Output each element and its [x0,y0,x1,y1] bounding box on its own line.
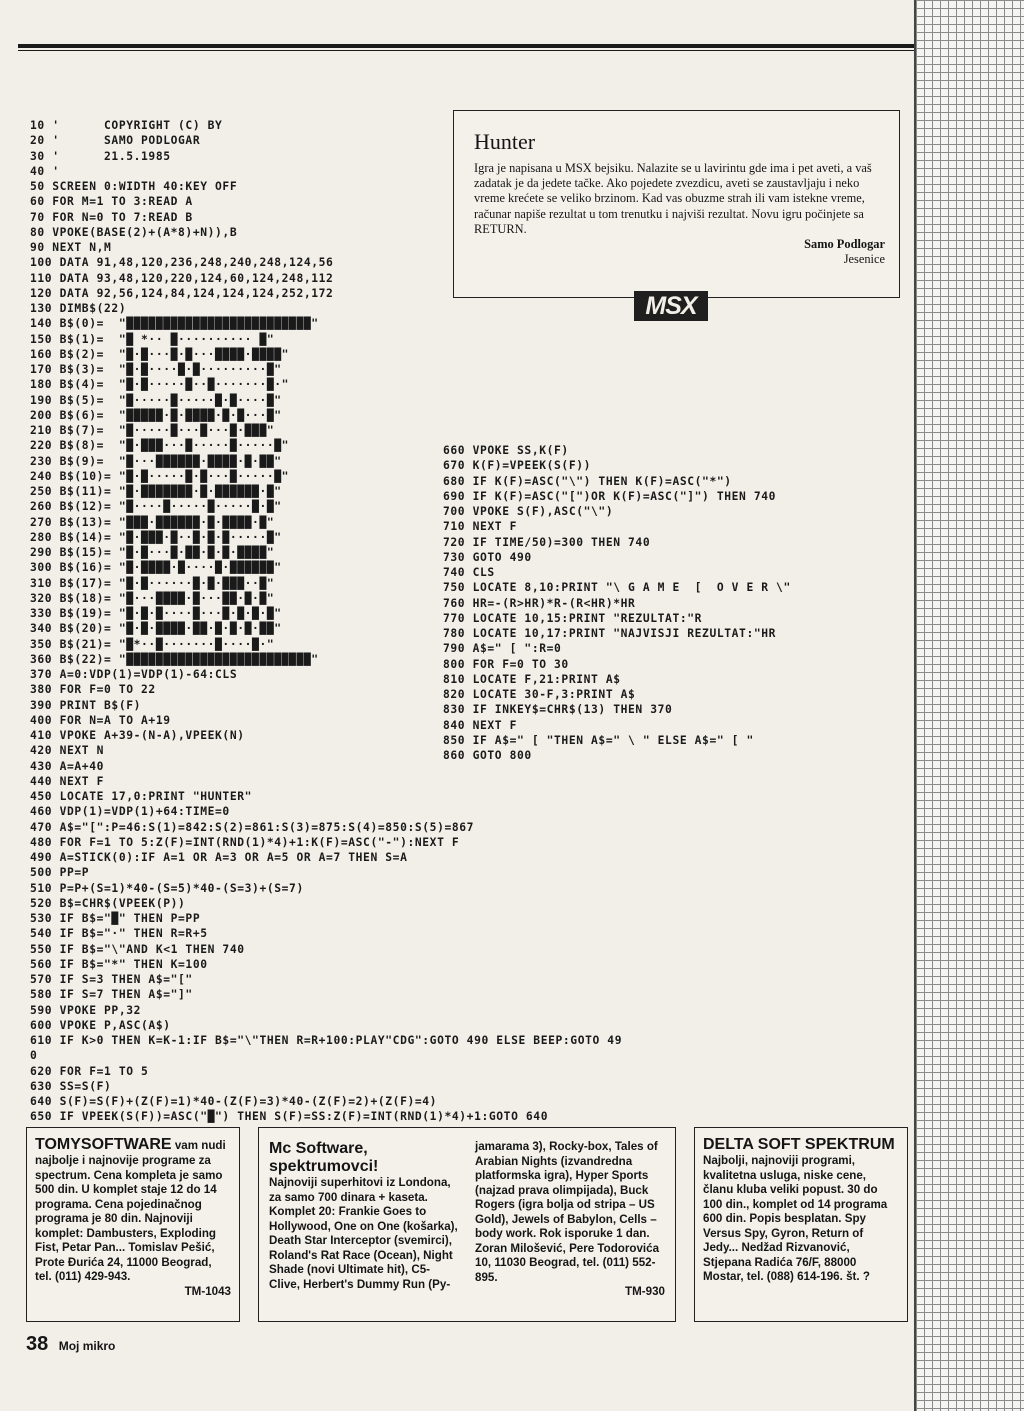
ad-text: vam nudi najbolje i najnovije programe za spectrum. Cena kompleta je samo 500 din. U komplet staje 12 do 14 programa. Cena pojedinačnog programa je 80 din. Najnoviji komplet: Dambusters, Exploding Fist, Petar Pan... Tomislav Pešić, Prote Đurića 24, 11000 Beograd, tel. (011) 429-943. [35,1139,226,1283]
code-line: 760 HR=-(R>HR)*R-(R<HR)*HR [443,596,636,610]
code-line: 230 B$(9)= "█···██████·████·█·██" [30,454,282,468]
code-line: 780 LOCATE 10,17:PRINT "NAJVISJI REZULTAT:"HR [443,627,777,640]
code-line: 570 IF S=3 THEN A$="[" [30,973,193,986]
ad-delta-soft [694,1127,908,1322]
code-line: 160 B$(2)= "█·█···█·█···████·████" [30,347,290,361]
code-line: 240 B$(10)= "█·█·····█·█···█·····█" [30,469,290,483]
code-line: 770 LOCATE 10,15:PRINT "REZULTAT:"R [443,611,703,625]
code-line: 250 B$(11)= "█·███████·█·██████·█" [30,485,282,498]
code-line: 650 IF VPEEK(S(F))=ASC("█") THEN S(F)=SS:Z(F)=INT(RND(1)*4)+1:GOTO 640 [30,1110,549,1124]
code-line: 120 DATA 92,56,124,84,124,124,124,252,172 [30,286,334,300]
code-line: 810 LOCATE F,21:PRINT A$ [443,672,621,686]
code-line: 850 IF A$=" [ "THEN A$=" \ " ELSE A$=" [ " [443,733,754,747]
ad-text: Najbolji, najnoviji programi, kvalitetna usluga, niske cene, članu kluba veliki popust. 30 do 100 din., komplet od 14 programa 600 din. Popis besplatan. Spy Versus Spy, Gyron, Return of Jedy... Nedžad Rizvanović, Stjepana Radića 76/F, 88000 Mostar, tel. (088) 614-196. [703,1154,888,1283]
code-line: 170 B$(3)= "█·█····█·█·········█" [30,363,282,376]
basic-listing-right [443,443,791,763]
code-line: 740 CLS [443,566,495,579]
code-line: 150 B$(1)= "█ *·· █·········· █" [30,332,275,346]
code-line: 540 IF B$="·" THEN R=R+5 [30,927,208,941]
code-line: 320 B$(18)= "█···████·█···██·█·█" [30,591,275,605]
code-line: 580 IF S=7 THEN A$="]" [30,988,193,1002]
code-line: 20 ' SAMO PODLOGAR [30,134,201,148]
code-line: 450 LOCATE 17,0:PRINT "HUNTER" [30,790,253,803]
code-line: 480 FOR F=1 TO 5:Z(F)=INT(RND(1)*4)+1:K(F)=ASC("-"):NEXT F [30,835,460,849]
magazine-name: Moj mikro [58,1339,116,1353]
code-line: 790 A$=" [ ":R=0 [443,642,562,656]
code-line: 210 B$(7)= "█·····█···█···█·███" [30,424,275,437]
code-line: 50 SCREEN 0:WIDTH 40:KEY OFF [30,180,238,193]
code-line: 420 NEXT N [30,744,105,758]
code-line: 640 S(F)=S(F)+(Z(F)=1)*40-(Z(F)=3)*40-(Z(F)=2)+(Z(F)=4) [30,1095,438,1108]
code-line: 730 GOTO 490 [443,550,532,564]
ad-title: TOMYSOFTWARE [35,1136,172,1153]
code-line: 560 IF B$="*" THEN K=100 [30,957,208,971]
code-line: 180 B$(4)= "█·█·····█··█·······█·" [30,378,290,392]
ad-title: DELTA SOFT SPEKTRUM [703,1136,895,1153]
ad-code: št. ? [846,1270,870,1283]
code-line: 300 B$(16)= "█·████·█····█·██████" [30,561,282,575]
code-line: 340 B$(20)= "█·█·████·██·█·█·█·██" [30,622,282,636]
hunter-article-box [453,110,900,298]
code-line: 840 NEXT F [443,718,518,732]
article-author: Samo Podlogar [804,237,885,252]
code-line: 800 FOR F=0 TO 30 [443,657,569,671]
code-line: 860 GOTO 800 [443,749,532,762]
code-line: 260 B$(12)= "█····█·····█·····█·█" [30,500,282,514]
code-line: 40 ' [30,164,60,178]
code-line: 130 DIMB$(22) [30,302,127,315]
code-line: 310 B$(17)= "█·█······█·█·███··█" [30,576,275,590]
code-line: 190 B$(5)= "█·····█·····█·█····█" [30,393,282,407]
code-line: 220 B$(8)= "█·███···█·····█·····█" [30,439,290,453]
msx-logo: MSX [634,291,708,321]
code-line: 510 P=P+(S=1)*40-(S=5)*40-(S=3)+(S=7) [30,881,304,895]
code-line: 700 VPOKE S(F),ASC("\") [443,505,614,518]
code-line: 140 B$(0)= "█████████████████████████" [30,317,319,331]
code-line: 600 VPOKE P,ASC(A$) [30,1018,171,1032]
code-line: 590 VPOKE PP,32 [30,1003,142,1017]
ad-tomysoftware [26,1127,240,1322]
code-line: 490 A=STICK(0):IF A=1 OR A=3 OR A=5 OR A=7 THEN S=A [30,851,408,864]
grid-paper-margin [914,0,1024,1411]
code-line: 470 A$="[":P=46:S(1)=842:S(2)=861:S(3)=875:S(4)=850:S(5)=867 [30,820,475,834]
article-title: Hunter [474,129,536,154]
code-line: 430 A=A+40 [30,759,105,773]
code-line: 680 IF K(F)=ASC("\") THEN K(F)=ASC("*") [443,474,732,488]
page-number: 38 [26,1333,49,1355]
code-line: 710 NEXT F [443,520,518,534]
top-rule-thin [18,50,914,51]
code-line: 550 IF B$="\"AND K<1 THEN 740 [30,942,245,956]
code-line: 750 LOCATE 8,10:PRINT "\ G A M E [ O V E R \" [443,581,791,595]
code-line: 100 DATA 91,48,120,236,248,240,248,124,56 [30,256,334,270]
code-line: 110 DATA 93,48,120,220,124,60,124,248,112 [30,271,334,285]
article-city: Jesenice [843,252,885,267]
page-footer [26,1333,115,1356]
code-line: 200 B$(6)= "█████·█·████·█·█···█" [30,408,282,422]
ad-text-col2: jamarama 3), Rocky-box, Tales of Arabian Nights (izvandredna platformska igra), Hyper Sports (najzad prava olimpijada), Buck Rogers (igra bolja od stripa – US Gold), Jewels of Babylon, Cells – body work. Rok isporuke 1 dan. Zoran Milošević, Pere Todorovića 10, 11030 Beograd, tel. (011) 552-895. [475,1140,660,1284]
code-line: 360 B$(22)= "█████████████████████████" [30,652,319,666]
code-line: 720 IF TIME/50)=300 THEN 740 [443,535,651,549]
code-line: 400 FOR N=A TO A+19 [30,713,171,727]
code-line: 440 NEXT F [30,774,105,788]
code-line: 80 VPOKE(BASE(2)+(A*8)+N)),B [30,225,238,239]
code-line: 660 VPOKE SS,K(F) [443,444,569,457]
code-line: 0 [30,1049,38,1063]
code-line: 830 IF INKEY$=CHR$(13) THEN 370 [443,703,673,717]
code-line: 60 FOR M=1 TO 3:READ A [30,195,193,209]
code-line: 70 FOR N=0 TO 7:READ B [30,210,193,224]
code-line: 380 FOR F=0 TO 22 [30,683,156,697]
code-line: 620 FOR F=1 TO 5 [30,1064,149,1078]
code-line: 500 PP=P [30,866,90,880]
code-line: 280 B$(14)= "█·███·█··█·█·█·····█" [30,530,282,544]
code-line: 690 IF K(F)=ASC("[")OR K(F)=ASC("]") THEN 740 [443,489,777,503]
code-line: 460 VDP(1)=VDP(1)+64:TIME=0 [30,805,230,819]
code-line: 670 K(F)=VPEEK(S(F)) [443,459,592,473]
article-body: Igra je napisana u MSX bejsiku. Nalazite se u lavirintu gde ima i pet aveti, a vaš zadatak je da jedete tačke. Ako pojedete zvezdicu, aveti se zaustavljaju i neko vreme krećete se veliko brzinom. Kad vas obuzme strah ili vam istekne vreme, računar napiše rezultat u tom trenutku i najviši rezultat. Novu igru počinjete sa RETURN. [474,161,872,236]
code-line: 520 B$=CHR$(VPEEK(P)) [30,896,186,910]
code-line: 330 B$(19)= "█·█·█····█···█·█·█·█" [30,607,282,620]
code-line: 290 B$(15)= "█·█···█·██·█·█·████" [30,546,275,559]
ad-title: Mc Software, spektrumovci! [269,1140,379,1175]
code-line: 410 VPOKE A+39-(N-A),VPEEK(N) [30,729,245,742]
code-line: 630 SS=S(F) [30,1079,112,1093]
code-line: 530 IF B$="█" THEN P=PP [30,912,201,925]
ad-text-col1: Najnoviji superhitovi iz Londona, za samo 700 dinara + kaseta. Komplet 20: Frankie Goes to Hollywood, One on One (košarka), Death Star Interceptor (svemirci), Roland's Rat Race (Ocean), Night Shade (novi Ultimate hit), C5-Clive, Herbert's Dummy Run (Py- [269,1176,458,1291]
ad-code: TM-1043 [184,1284,231,1298]
ad-code: TM-930 [625,1285,665,1298]
code-line: 90 NEXT N,M [30,241,112,254]
code-line: 610 IF K>0 THEN K=K-1:IF B$="\"THEN R=R+100:PLAY"CDG":GOTO 490 ELSE BEEP:GOTO 49 [30,1034,623,1047]
code-line: 820 LOCATE 30-F,3:PRINT A$ [443,688,636,701]
code-line: 390 PRINT B$(F) [30,698,142,712]
code-line: 270 B$(13)= "███·██████·█·████·█" [30,515,275,529]
code-line: 10 ' COPYRIGHT (C) BY [30,119,223,132]
code-line: 370 A=0:VDP(1)=VDP(1)-64:CLS [30,668,238,681]
code-line: 30 ' 21.5.1985 [30,149,171,163]
code-line: 350 B$(21)= "█*··█·······█····█·" [30,637,275,651]
ad-mc-software [258,1127,676,1322]
top-rule [18,44,914,48]
